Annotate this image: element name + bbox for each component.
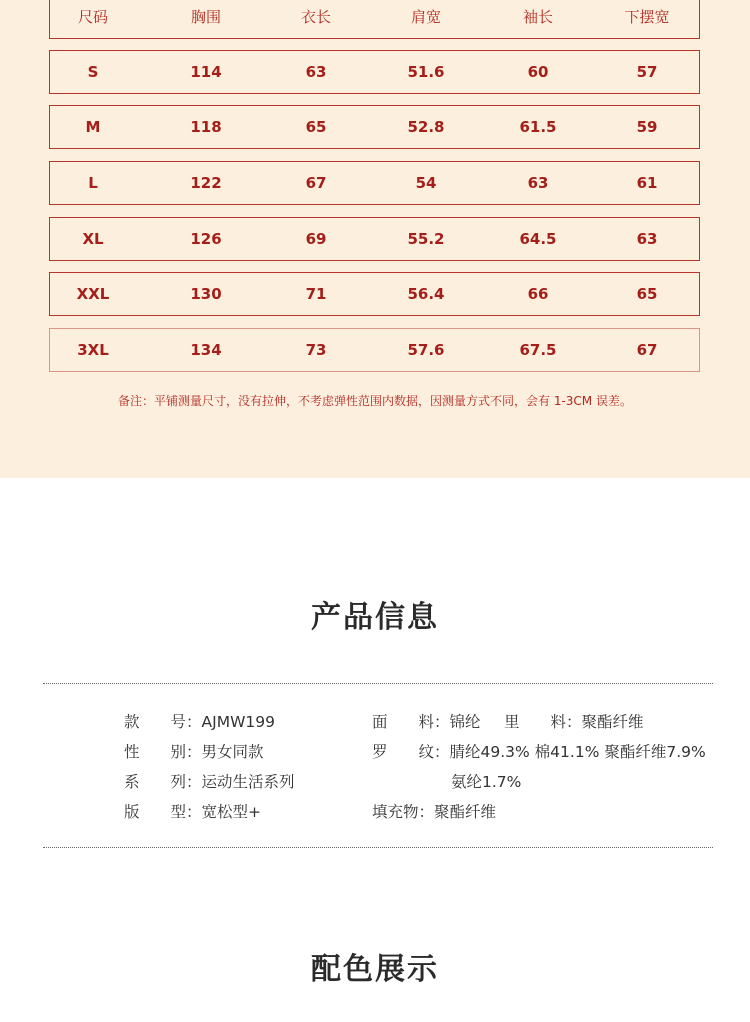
table-cell: 126 xyxy=(190,230,222,248)
fabric-row xyxy=(372,710,481,732)
lining-label: 里 料： xyxy=(504,713,582,731)
divider xyxy=(43,847,713,848)
table-cell: 56.4 xyxy=(407,285,445,303)
table-cell: 52.8 xyxy=(407,118,445,136)
table-cell: 51.6 xyxy=(407,63,445,81)
table-cell: 73 xyxy=(305,341,327,359)
table-cell: 59 xyxy=(636,118,658,136)
measurement-note: 备注：平铺测量尺寸，没有拉伸，不考虑弹性范围内数据，因测量方式不同，会有 1-3CM 误差。 xyxy=(118,394,632,408)
color-display-title: 配色展示 xyxy=(311,952,439,987)
table-cell: S xyxy=(87,63,99,81)
table-cell: 67 xyxy=(305,174,327,192)
table-cell: 63 xyxy=(636,230,658,248)
table-cell: 57 xyxy=(636,63,658,81)
header-length: 衣长 xyxy=(300,8,331,26)
table-cell: 63 xyxy=(305,63,327,81)
gender-row xyxy=(124,740,264,762)
size-row-s xyxy=(49,50,700,94)
table-cell: 64.5 xyxy=(519,230,557,248)
size-row-xl xyxy=(49,217,700,261)
header-chest: 胸围 xyxy=(190,8,221,26)
table-cell: 130 xyxy=(190,285,222,303)
series-row xyxy=(124,770,295,792)
table-cell: XXL xyxy=(76,285,110,303)
table-cell: 71 xyxy=(305,285,327,303)
rib-row xyxy=(372,740,706,762)
table-cell: 60 xyxy=(527,63,549,81)
rib-label: 罗 纹： xyxy=(372,743,450,761)
table-cell: 54 xyxy=(415,174,437,192)
table-cell: 67.5 xyxy=(519,341,557,359)
table-cell: L xyxy=(88,174,98,192)
header-size: 尺码 xyxy=(77,8,108,26)
size-table-header xyxy=(49,0,700,39)
size-row-3xl xyxy=(49,328,700,372)
size-row-m xyxy=(49,105,700,149)
rib-value-line1: 腈纶49.3% 棉41.1% 聚酯纤维7.9% xyxy=(449,743,706,761)
item-number-row xyxy=(124,710,275,732)
table-cell: 114 xyxy=(190,63,222,81)
table-cell: 66 xyxy=(527,285,549,303)
header-hem: 下摆宽 xyxy=(624,8,670,26)
table-cell: 134 xyxy=(190,341,222,359)
table-cell: 57.6 xyxy=(407,341,445,359)
size-row-xxl xyxy=(49,272,700,316)
item-number-value: AJMW199 xyxy=(201,713,275,731)
table-cell: 122 xyxy=(190,174,222,192)
rib-value-line2: 氨纶1.7% xyxy=(451,773,522,791)
fit-row xyxy=(124,800,261,822)
header-sleeve: 袖长 xyxy=(522,8,553,26)
series-value: 运动生活系列 xyxy=(201,773,295,791)
lining-value: 聚酯纤维 xyxy=(581,713,644,731)
gender-label: 性 别： xyxy=(124,743,202,761)
table-cell: 118 xyxy=(190,118,222,136)
table-cell: 3XL xyxy=(77,341,109,359)
size-row-l xyxy=(49,161,700,205)
item-number-label: 款 号： xyxy=(124,713,202,731)
fit-value: 宽松型+ xyxy=(201,803,262,821)
fit-label: 版 型： xyxy=(124,803,202,821)
table-cell: 65 xyxy=(305,118,327,136)
product-info-title: 产品信息 xyxy=(311,600,439,635)
table-cell: XL xyxy=(82,230,104,248)
filling-label: 填充物： xyxy=(372,803,435,821)
rib-row-continued xyxy=(451,770,521,792)
header-shoulder: 肩宽 xyxy=(410,8,441,26)
fabric-value: 锦纶 xyxy=(449,713,481,731)
filling-value: 聚酯纤维 xyxy=(434,803,497,821)
table-cell: 67 xyxy=(636,341,658,359)
series-label: 系 列： xyxy=(124,773,202,791)
table-cell: 61.5 xyxy=(519,118,557,136)
table-cell: 55.2 xyxy=(407,230,445,248)
table-cell: 69 xyxy=(305,230,327,248)
gender-value: 男女同款 xyxy=(201,743,264,761)
filling-row xyxy=(372,800,496,822)
table-cell: 65 xyxy=(636,285,658,303)
divider xyxy=(43,683,713,684)
fabric-label: 面 料： xyxy=(372,713,450,731)
table-cell: 61 xyxy=(636,174,658,192)
size-chart-section xyxy=(0,0,750,478)
table-cell: M xyxy=(85,118,101,136)
lining-row xyxy=(504,710,644,732)
table-cell: 63 xyxy=(527,174,549,192)
